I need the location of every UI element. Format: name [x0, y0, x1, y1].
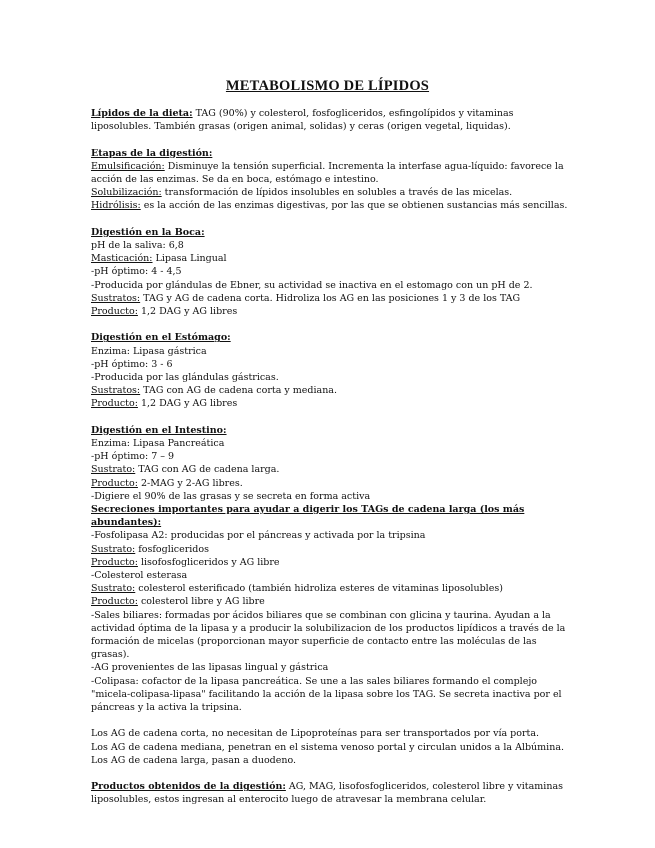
etapa-hidrolisis: [91, 199, 569, 212]
sustrato-text: colesterol esterificado (también hidroliza esteres de vitaminas liposolubles): [135, 583, 503, 595]
producto-text: 2-MAG y 2-AG libres.: [137, 477, 243, 489]
masticacion-text: Lipasa Lingual: [152, 253, 227, 265]
fosfolipasa-producto: [91, 556, 569, 569]
page-title: METABOLISMO DE LÍPIDOS: [225, 78, 430, 94]
boca-masticacion: [91, 252, 569, 265]
intestino-producto: [91, 477, 569, 490]
spacer: [91, 714, 569, 727]
producto-text: colesterol libre y AG libre: [137, 596, 265, 608]
sales-biliares: -Sales biliares: formadas por ácidos biliares que se combinan con glicina y taurina. Ayudan a la actividad óptima de la lipasa y a producir la solubilizacion de los productos lipídicos a través de la formación de micelas (proporcionan mayor superficie de contacto entre las moléculas de las grasas).: [91, 609, 566, 661]
boca-ph: pH de la saliva: 6,8: [91, 240, 184, 251]
boca-producto: [91, 305, 569, 318]
boca-ph-optimo: -pH óptimo: 4 - 4,5: [91, 266, 182, 278]
producto-label: Producto:: [91, 477, 138, 489]
estomago-ph-optimo: -pH óptimo: 3 - 6: [91, 358, 173, 370]
etapa-label: Solubilización:: [91, 187, 162, 199]
etapa-text: es la acción de las enzimas digestivas, por las que se obtienen sustancias más sencillas.: [140, 200, 568, 212]
intestino-digiere: -Digiere el 90% de las grasas y se secreta en forma activa: [91, 490, 371, 502]
sustrato-text: fosfogliceridos: [135, 543, 209, 555]
dieta-text: TAG (90%) y colesterol, fosfogliceridos, esfingolípidos y vitaminas liposolubles. También grasas (origen animal, solidas) y ceras (origen vegetal, liquidas).: [91, 108, 514, 133]
dieta-paragraph: [91, 107, 569, 133]
sustratos-label: Sustratos:: [91, 385, 141, 397]
colipasa: -Colipasa: cofactor de la lipasa pancreática. Se une a las sales biliares formando el complejo "micela-colipasa-lipasa" facilitando la acción de la lipasa sobre los TAG. Se secreta inactiva por el páncreas y la activa la tripsina.: [91, 675, 562, 714]
intestino-ph-optimo: -pH óptimo: 7 – 9: [91, 451, 175, 463]
productos-paragraph: [91, 780, 569, 806]
colesterol-producto: [91, 595, 569, 608]
sustrato-text: TAG con AG de cadena larga.: [135, 464, 280, 476]
producto-text: 1,2 DAG y AG libres: [137, 306, 238, 318]
boca-heading: Digestión en la Boca:: [91, 226, 205, 238]
producto-label: Producto:: [91, 556, 138, 568]
masticacion-label: Masticación:: [91, 253, 153, 265]
ag-cadena-mediana: Los AG de cadena mediana, penetran en el sistema venoso portal y circulan unidos a la Albúmina.: [91, 741, 565, 753]
etapa-text: Disminuye la tensión superficial. Incrementa la interfase agua-líquido: favorece la acción de las enzimas. Se da en boca, estómago e intestino.: [91, 160, 564, 185]
producto-label: Producto:: [91, 596, 138, 608]
sustrato-label: Sustrato:: [91, 543, 136, 555]
intestino-enzima: Enzima: Lipasa Pancreática: [91, 438, 225, 450]
ag-provenientes: -AG provenientes de las lipasas lingual y gástrica: [91, 662, 329, 674]
intestino-heading: Digestión en el Intestino:: [91, 424, 227, 436]
colesterol-esterasa: -Colesterol esterasa: [91, 570, 188, 582]
sustratos-text: TAG con AG de cadena corta y mediana.: [140, 385, 337, 397]
etapa-text: transformación de lípidos insolubles en solubles a través de las micelas.: [161, 187, 513, 199]
boca-sustratos: [91, 292, 569, 305]
etapa-emulsificacion: [91, 160, 569, 186]
ag-cadena-corta: Los AG de cadena corta, no necesitan de Lipoproteínas para ser transportados por vía porta.: [91, 728, 540, 740]
ag-cadena-larga: Los AG de cadena larga, pasan a duodeno.: [91, 754, 297, 766]
estomago-producto: [91, 397, 569, 410]
secreciones-heading: Secreciones importantes para ayudar a digerir los TAGs de cadena larga (los más abundantes):: [91, 504, 525, 529]
estomago-heading: Digestión en el Estómago:: [91, 332, 231, 344]
productos-label: Productos obtenidos de la digestión:: [91, 781, 286, 793]
productos-text: AG, MAG, lisofosfogliceridos, colesterol libre y vitaminas liposolubles, estos ingresan al enterocito luego de atravesar la membrana celular.: [91, 781, 563, 806]
document-body: [91, 107, 569, 807]
producto-label: Producto:: [91, 398, 138, 410]
spacer: [91, 318, 569, 331]
estomago-enzima: Enzima: Lipasa gástrica: [91, 345, 207, 357]
producto-text: 1,2 DAG y AG libres: [137, 398, 238, 410]
sustratos-text: TAG y AG de cadena corta. Hidroliza los AG en las posiciones 1 y 3 de los TAG: [140, 292, 521, 304]
boca-producida: -Producida por glándulas de Ebner, su actividad se inactiva en el estomago con un pH de 2.: [91, 279, 533, 291]
spacer: [91, 767, 569, 780]
etapa-label: Emulsificación:: [91, 160, 165, 172]
etapa-label: Hidrólisis:: [91, 200, 141, 212]
sustrato-label: Sustrato:: [91, 464, 136, 476]
dieta-label: Lípidos de la dieta:: [91, 108, 193, 119]
estomago-sustratos: [91, 384, 569, 397]
fosfolipasa-a2: -Fosfolipasa A2: producidas por el páncreas y activada por la tripsina: [91, 530, 426, 542]
estomago-producida: -Producida por las glándulas gástricas.: [91, 372, 279, 384]
sustrato-label: Sustrato:: [91, 583, 136, 595]
intestino-sustrato: [91, 463, 569, 476]
etapas-heading: Etapas de la digestión:: [91, 147, 213, 159]
spacer: [91, 411, 569, 424]
etapa-solubilizacion: [91, 186, 569, 199]
spacer: [91, 133, 569, 146]
spacer: [91, 213, 569, 226]
colesterol-sustrato: [91, 582, 569, 595]
sustratos-label: Sustratos:: [91, 292, 141, 304]
fosfolipasa-sustrato: [91, 543, 569, 556]
producto-text: lisofosfogliceridos y AG libre: [137, 556, 280, 568]
producto-label: Producto:: [91, 306, 138, 318]
